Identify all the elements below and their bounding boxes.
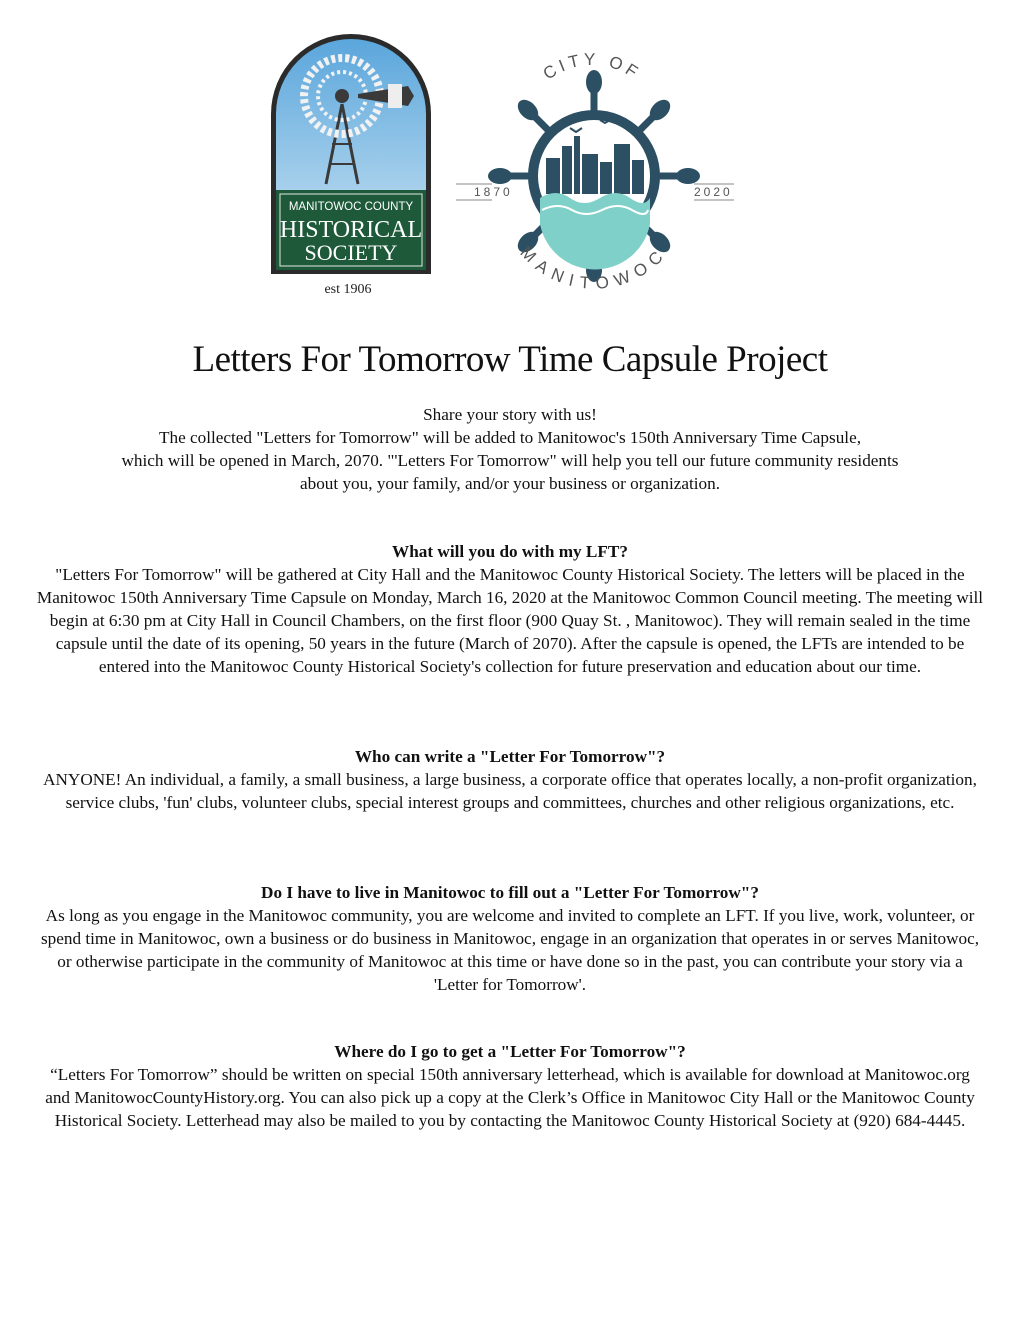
logo-year-left: 1870 bbox=[474, 185, 513, 199]
faq-section-residency bbox=[36, 881, 984, 996]
faq-answer: As long as you engage in the Manitowoc community, you are welcome and invited to complete an LFT. If you live, work, volunteer, or spend time in Manitowoc, own a business or do business in Manitowoc, engage in an organization that operates in or serves Manitowoc, or otherwise participate in the community of Manitowoc at this time or have done so in the past, you can contribute your story via a 'Letter for Tomorrow'. bbox=[40, 906, 980, 994]
logo-year-right: 2020 bbox=[694, 185, 733, 199]
faq-answer: ANYONE! An individual, a family, a small business, a large business, a corporate office that operates locally, a non-profit organization, service clubs, 'fun' clubs, volunteer clubs, special interest groups and committees, churches and other religious organizations, etc. bbox=[43, 770, 977, 812]
faq-answer: “Letters For Tomorrow” should be written on special 150th anniversary letterhead, which is available for download at Manitowoc.org and ManitowocCountyHistory.org. You can also pick up a copy at the Clerk’s Office in Manitowoc City Hall or the Manitowoc County Historical Society. Letterhead may also be mailed to you by contacting the Manitowoc County Historical Society at (920) 684-4445. bbox=[45, 1065, 975, 1130]
faq-question: What will you do with my LFT? bbox=[392, 542, 628, 561]
faq-question: Do I have to live in Manitowoc to fill out a "Letter For Tomorrow"? bbox=[261, 883, 759, 902]
faq-question: Who can write a "Letter For Tomorrow"? bbox=[354, 747, 666, 766]
page-title: Letters For Tomorrow Time Capsule Project bbox=[192, 339, 828, 380]
intro-line: Share your story with us! bbox=[423, 405, 597, 424]
logo-est-text: est 1906 bbox=[324, 282, 372, 296]
ship-wheel-icon bbox=[488, 70, 700, 282]
logo-historical-text: HISTORICAL bbox=[279, 217, 423, 243]
logo-row bbox=[0, 30, 1020, 300]
faq-section-lft-use bbox=[36, 540, 984, 678]
faq-section-who-can-write bbox=[36, 745, 984, 814]
faq-question: Where do I go to get a "Letter For Tomorrow"? bbox=[334, 1042, 686, 1061]
historical-society-logo bbox=[268, 34, 434, 296]
logo-city-of-text: CITY OF bbox=[539, 49, 645, 84]
logo-manitowoc-text: MANITOWOC bbox=[516, 242, 672, 294]
logo-society-text: SOCIETY bbox=[304, 240, 398, 265]
intro-block bbox=[36, 403, 984, 495]
faq-answer: "Letters For Tomorrow" will be gathered at City Hall and the Manitowoc County Historical Society. The letters will be placed in the Manitowoc 150th Anniversary Time Capsule on Monday, March 16, 2020 at the Manitowoc Common Council meeting. The meeting will begin at 6:30 pm at City Hall in Council Chambers, on the first floor (900 Quay St. , Manitowoc). They will remain sealed in the time capsule until the date of its opening, 50 years in the future (March of 2070). After the capsule is opened, the LFTs are intended to be entered into the Manitowoc County Historical Society's collection for future preservation and education about our time. bbox=[36, 565, 984, 676]
intro-line: about you, your family, and/or your business or organization. bbox=[299, 474, 721, 493]
city-of-manitowoc-logo bbox=[450, 48, 740, 318]
logo-county-text: MANITOWOC COUNTY bbox=[288, 201, 414, 213]
intro-line: which will be opened in March, 2070. "'Letters For Tomorrow" will help you tell our future community residents bbox=[121, 451, 899, 470]
intro-line: The collected "Letters for Tomorrow" will be added to Manitowoc's 150th Anniversary Time Capsule, bbox=[158, 428, 862, 447]
faq-section-where-to-get bbox=[36, 1040, 984, 1132]
